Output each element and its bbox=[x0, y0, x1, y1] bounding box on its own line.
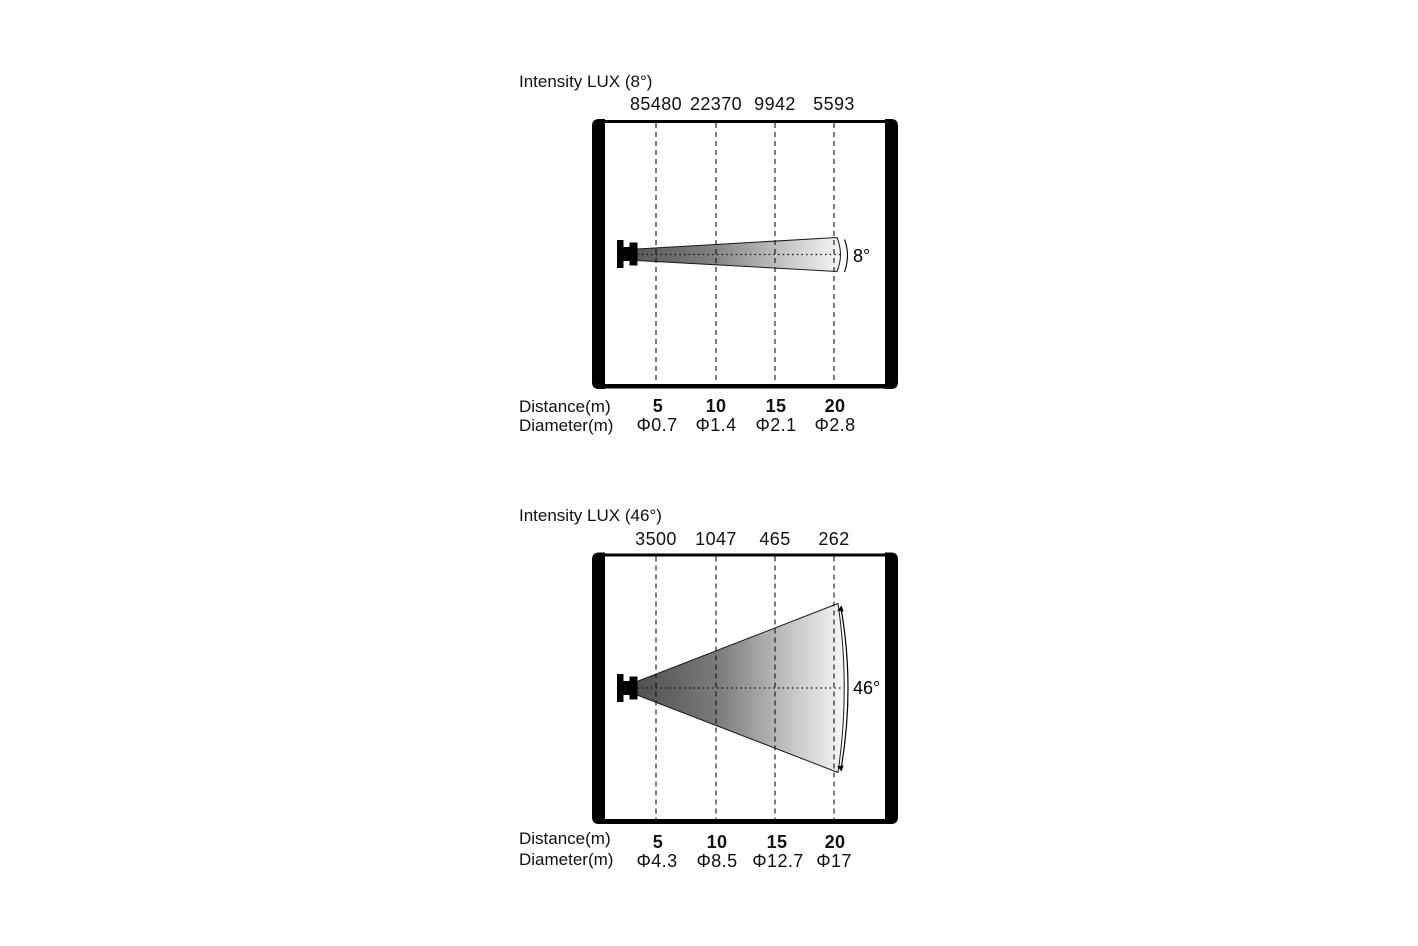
distance-label: Distance(m) bbox=[519, 397, 611, 416]
angle-arc bbox=[845, 240, 848, 273]
diameter-label: Diameter(m) bbox=[519, 850, 614, 869]
light-fixture-icon bbox=[617, 674, 638, 702]
distance-label: Distance(m) bbox=[519, 829, 611, 848]
intensity-value: 5593 bbox=[813, 94, 855, 114]
frame-right-bar bbox=[885, 119, 898, 389]
angle-label: 8° bbox=[853, 246, 871, 266]
frame-bottom-border bbox=[598, 384, 892, 389]
distance-value: 20 bbox=[824, 832, 846, 852]
beam-diagram-canvas bbox=[592, 550, 898, 828]
frame-top-border bbox=[598, 120, 892, 123]
diameter-value: Φ2.8 bbox=[814, 415, 856, 435]
frame-left-bar bbox=[592, 553, 605, 825]
intensity-value: 1047 bbox=[695, 529, 737, 549]
diameter-value: Φ12.7 bbox=[752, 851, 804, 871]
diameter-value: Φ0.7 bbox=[636, 415, 678, 435]
diameter-value: Φ2.1 bbox=[755, 415, 797, 435]
angle-label: 46° bbox=[853, 678, 881, 698]
diagram-title: Intensity LUX (8°) bbox=[519, 72, 653, 91]
diagram-title: Intensity LUX (46°) bbox=[519, 506, 662, 525]
distance-value: 5 bbox=[652, 396, 664, 416]
distance-value: 15 bbox=[766, 832, 788, 852]
frame-left-bar bbox=[592, 119, 605, 389]
frame-bottom-border bbox=[598, 819, 892, 824]
distance-value: 5 bbox=[652, 832, 664, 852]
diameter-value: Φ8.5 bbox=[696, 851, 738, 871]
diameter-value: Φ17 bbox=[816, 851, 852, 871]
diameter-label: Diameter(m) bbox=[519, 416, 614, 435]
intensity-value: 262 bbox=[818, 529, 850, 549]
beam-diagram-canvas bbox=[592, 116, 898, 392]
light-fixture-icon bbox=[617, 240, 638, 268]
distance-value: 15 bbox=[765, 396, 787, 416]
intensity-value: 3500 bbox=[635, 529, 677, 549]
light-beam bbox=[637, 238, 841, 272]
distance-value: 20 bbox=[824, 396, 846, 416]
distance-value: 10 bbox=[706, 832, 728, 852]
distance-value: 10 bbox=[705, 396, 727, 416]
frame-top-border bbox=[598, 554, 892, 557]
diameter-value: Φ1.4 bbox=[695, 415, 737, 435]
intensity-value: 9942 bbox=[754, 94, 796, 114]
diameter-value: Φ4.3 bbox=[636, 851, 678, 871]
intensity-value: 85480 bbox=[629, 94, 683, 114]
intensity-value: 465 bbox=[759, 529, 791, 549]
intensity-value: 22370 bbox=[689, 94, 743, 114]
